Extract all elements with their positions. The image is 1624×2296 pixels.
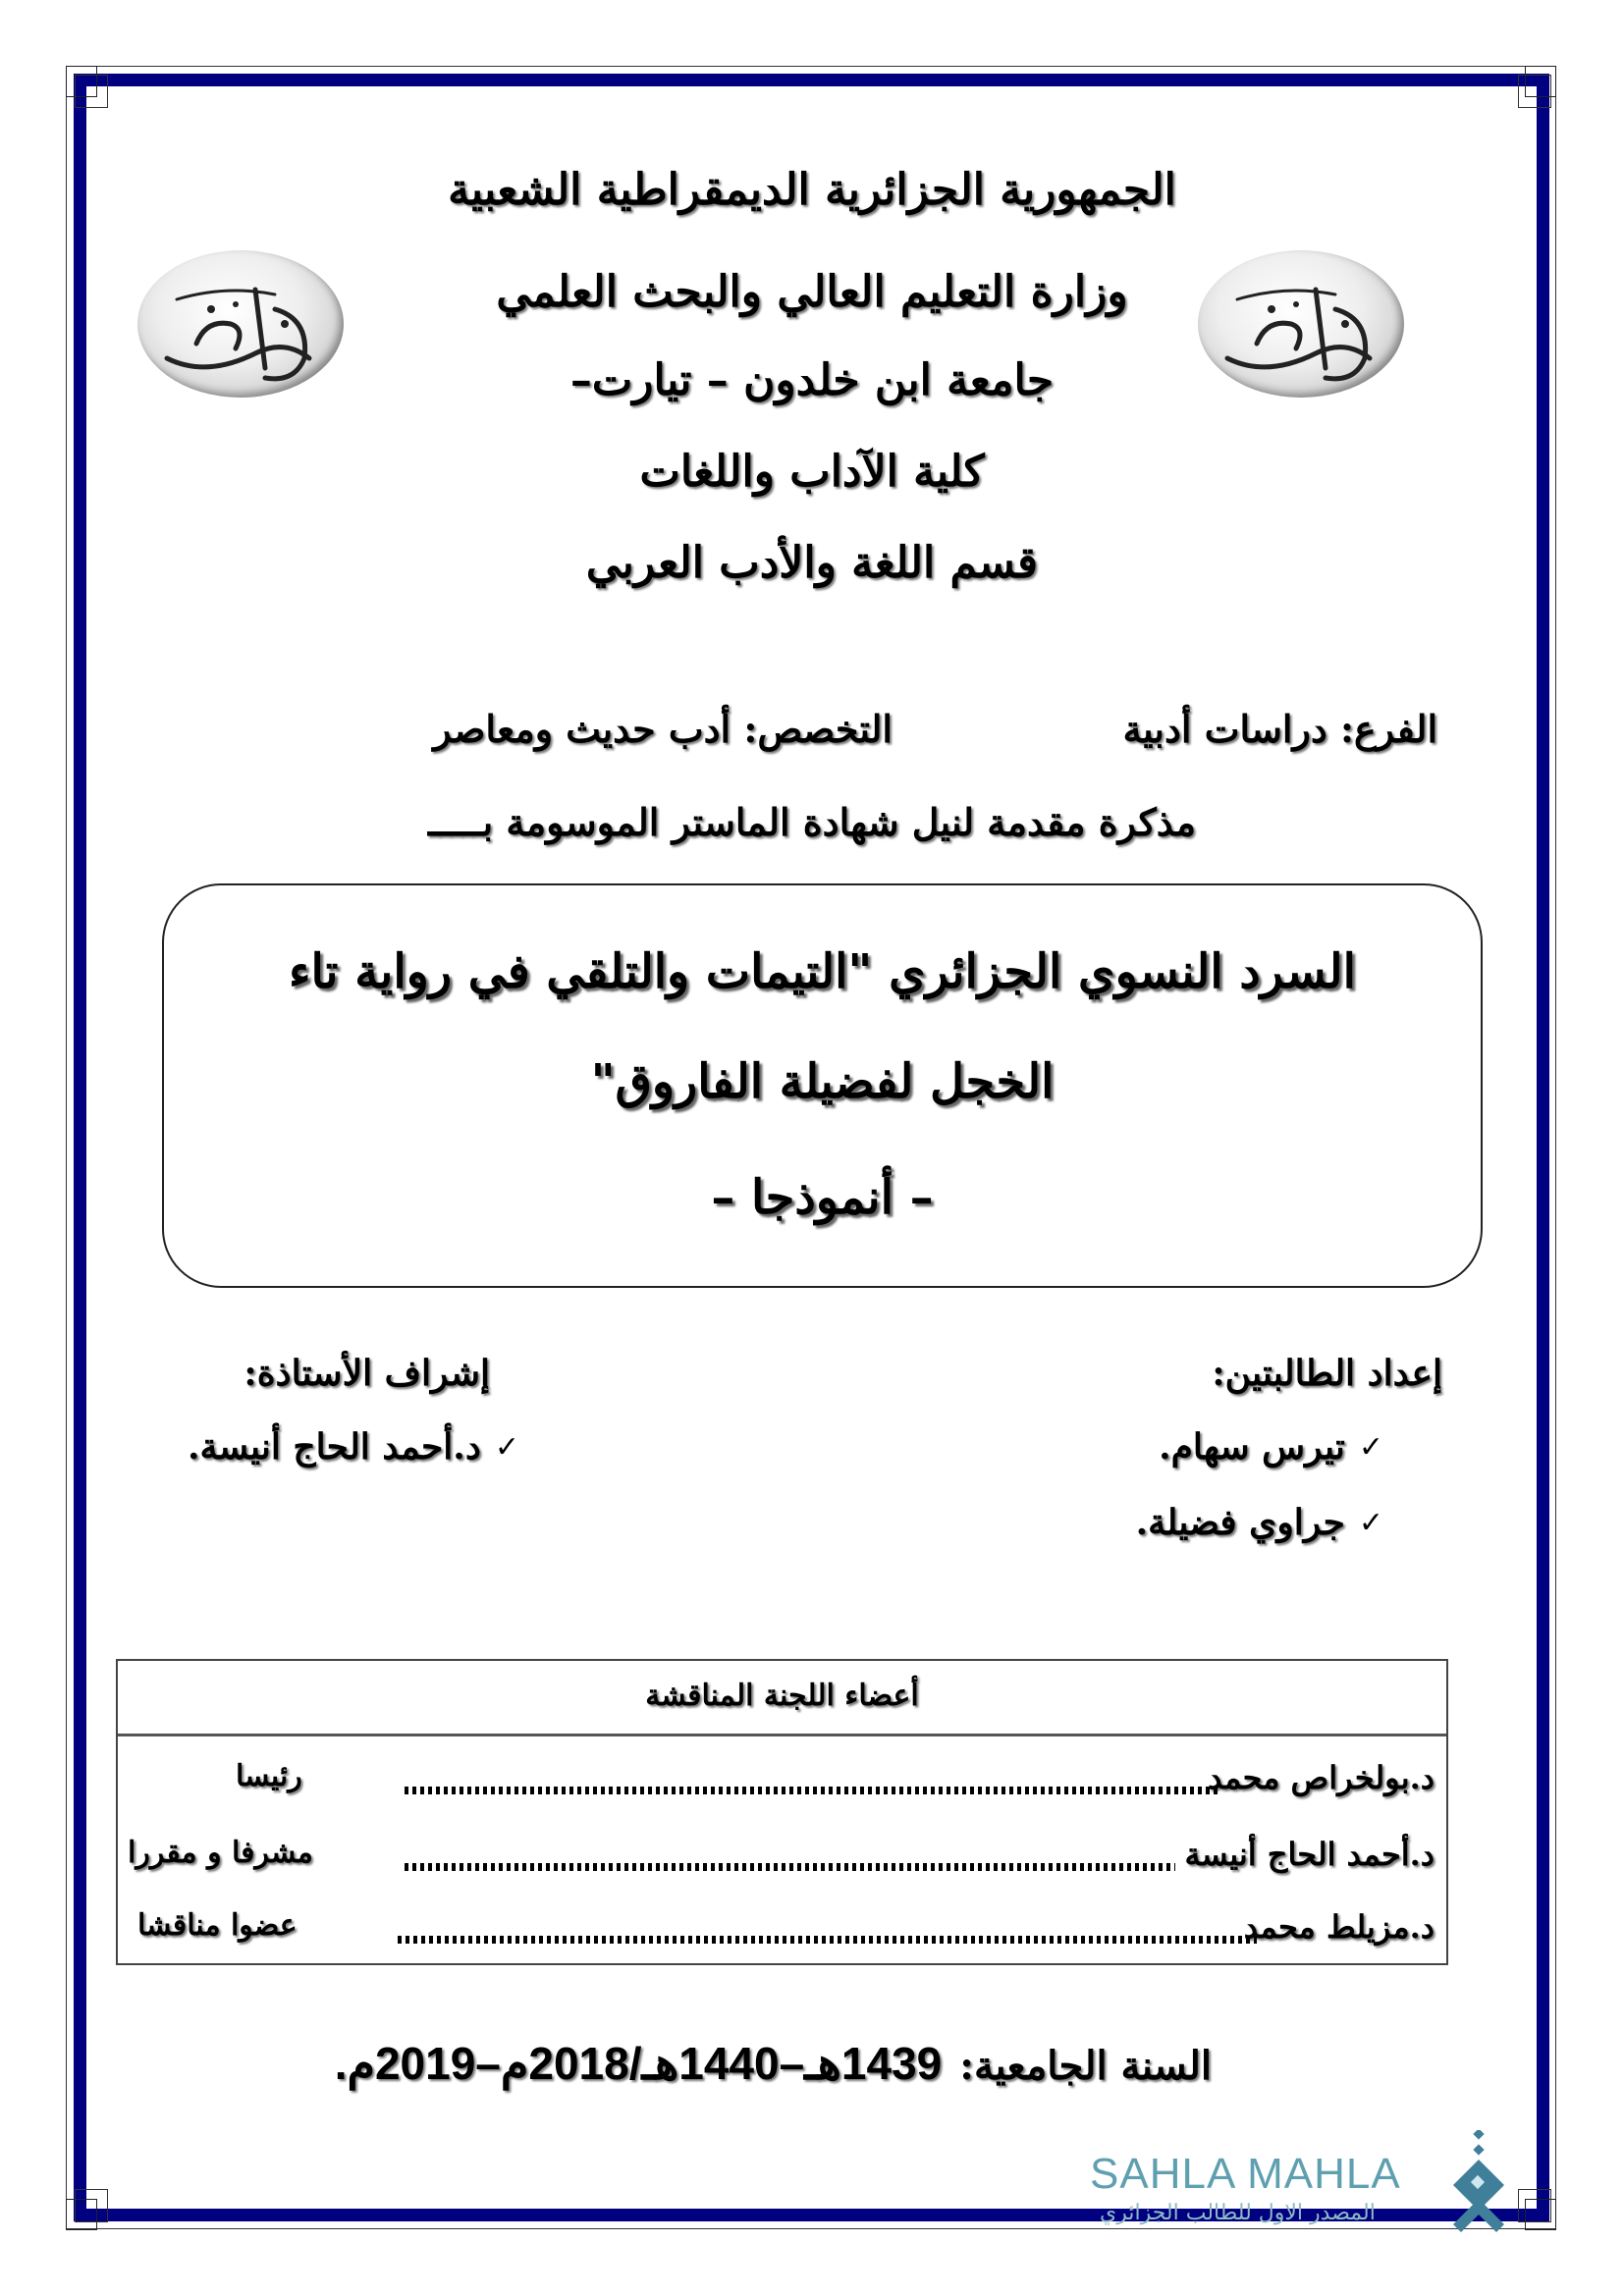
memo-intro: مذكرة مقدمة لنيل شهادة الماستر الموسومة بـــــ <box>427 800 1197 844</box>
checkmark-icon: ✓ <box>494 1429 519 1465</box>
student-item <box>1159 1426 1383 1468</box>
dotted-leader <box>405 1859 1175 1871</box>
branch-label: الفرع: دراسات أدبية <box>1122 707 1437 751</box>
jury-table <box>116 1659 1448 1965</box>
academic-year-value: 1439هـ–1440هـ/2018م–2019م. <box>334 2038 943 2089</box>
academic-year-label: السنة الجامعية: <box>959 2043 1212 2089</box>
jury-member-role: مشرفا و مقررا <box>128 1836 313 1870</box>
supervisor-label: إشراف الأستاذة: <box>244 1353 490 1394</box>
supervisor-name: د.أحمد الحاج أنيسة. <box>188 1426 481 1468</box>
jury-member-role: رئيسا <box>236 1759 302 1793</box>
specialty-label: التخصص: أدب حديث ومعاصر <box>433 707 893 751</box>
jury-member-role: عضوا مناقشا <box>137 1908 298 1943</box>
jury-table-header <box>118 1661 1446 1736</box>
supervisor-item <box>188 1426 519 1468</box>
jury-member-name: د.بولخراص محمد <box>1208 1759 1435 1796</box>
border-corner-ornament <box>1518 2189 1551 2222</box>
thesis-title-line-1: السرد النسوي الجزائري "التيمات والتلقي في رواية تاء <box>288 944 1357 999</box>
sahla-mahla-logo-icon <box>1445 2130 1514 2238</box>
sahla-mahla-watermark <box>1090 2140 1522 2248</box>
students-label: إعداد الطالبتين: <box>1212 1353 1442 1394</box>
jury-row <box>118 1836 1446 1895</box>
student-item <box>1136 1502 1383 1543</box>
border-corner-ornament <box>1518 75 1551 108</box>
header-university: جامعة ابن خلدون – تيارت– <box>569 355 1055 405</box>
border-corner-ornament <box>75 75 108 108</box>
jury-row <box>118 1759 1446 1818</box>
student-name: تيرس سهام. <box>1159 1426 1345 1468</box>
jury-row <box>118 1908 1446 1967</box>
header-department: قسم اللغة والأدب العربي <box>585 538 1039 588</box>
thesis-title-line-3: – أنموذجا – <box>711 1170 934 1225</box>
jury-member-name: د.مزيلط محمد <box>1243 1908 1435 1946</box>
header-ministry: وزارة التعليم العالي والبحث العلمي <box>496 267 1128 317</box>
thesis-title-box <box>162 883 1483 1288</box>
student-name: جراوي فضيلة. <box>1135 1502 1345 1543</box>
header-republic: الجمهورية الجزائرية الديمقراطية الشعبية <box>448 165 1176 215</box>
watermark-tagline: المصدر الاول للطالب الجزائري <box>1100 2201 1376 2225</box>
watermark-brand: SAHLA MAHLA <box>1090 2150 1401 2198</box>
border-corner-ornament <box>75 2189 108 2222</box>
dotted-leader <box>405 1783 1219 1794</box>
thesis-title-line-2: الخجل لفضيلة الفاروق" <box>590 1054 1055 1109</box>
checkmark-icon: ✓ <box>1358 1429 1383 1465</box>
dotted-leader <box>398 1932 1257 1944</box>
header-faculty: كلية الآداب واللغات <box>639 447 985 497</box>
jury-heading: أعضاء اللجنة المناقشة <box>645 1679 919 1713</box>
checkmark-icon: ✓ <box>1358 1505 1383 1540</box>
jury-member-name: د.أحمد الحاج أنيسة <box>1184 1836 1435 1873</box>
academic-year <box>335 2037 1212 2090</box>
